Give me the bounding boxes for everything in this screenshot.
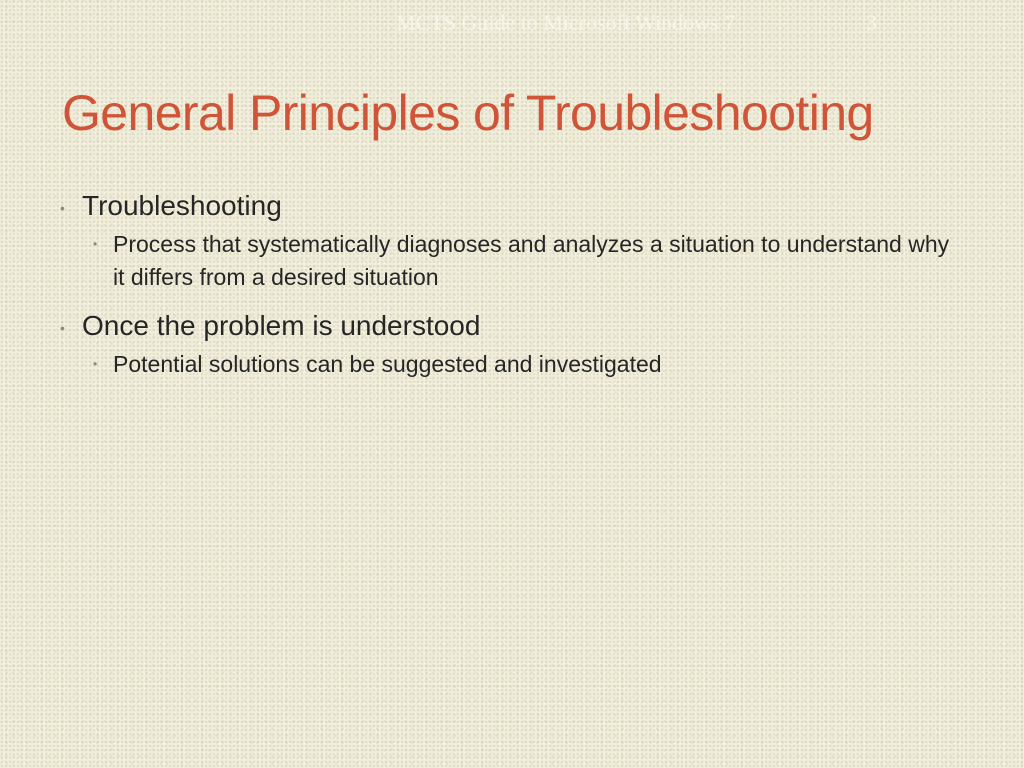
header-text: MCTS Guide to Microsoft Windows 7 <box>396 10 736 35</box>
sub-bullet-text: Process that systematically diagnoses and analyzes a situation to understand why it differs from a desired situation <box>113 231 950 290</box>
sub-bullet-item <box>60 348 950 381</box>
bullet-text: Once the problem is understood <box>82 310 481 341</box>
bullet-text: Troubleshooting <box>82 190 282 221</box>
sub-bullet-text: Potential solutions can be suggested and investigated <box>113 351 662 377</box>
slide-number: 3 <box>866 10 877 35</box>
sub-bullet-item <box>60 228 950 294</box>
slide-header <box>396 10 877 36</box>
bullet-dot-icon: • <box>93 357 98 371</box>
bullet-list <box>60 188 980 395</box>
bullet-dot-icon: • <box>60 200 65 216</box>
bullet-item <box>60 188 980 224</box>
bullet-dot-icon: • <box>60 320 65 336</box>
bullet-item <box>60 308 980 344</box>
bullet-dot-icon: • <box>93 237 98 251</box>
slide-title: General Principles of Troubleshooting <box>62 85 874 141</box>
